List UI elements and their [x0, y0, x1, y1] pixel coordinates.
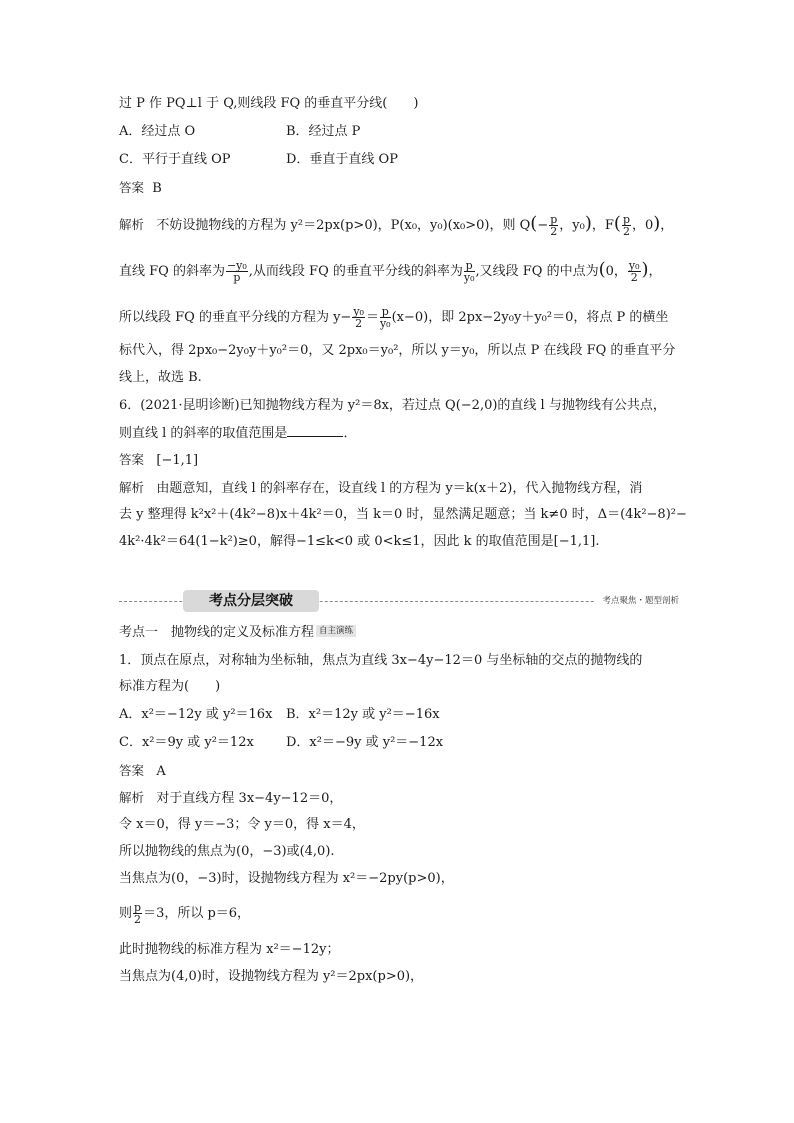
analysis-text: 由题意知，直线 l 的斜率存在，设直线 l 的方程为 y＝k(x＋2)，代入抛物线方程，消 [156, 481, 643, 496]
q6-stem-text: 则直线 l 的斜率的取值范围是 [119, 426, 288, 441]
q5-analysis-line-1: 解析 不妨设抛物线的方程为 y²＝2px(p>0)，P(x₀，y₀)(x₀>0)，则 Q(− $\frac{p}{2}$ ，y₀)，F( $\frac{p}{2}$ ，0)， [119, 213, 674, 238]
analysis-text: ， [648, 264, 662, 279]
q5-analysis-line-2: 直线 FQ 的斜率为 $\frac{\text{−y₀}}{p}$ ,从而线段 FQ 的垂直平分线的斜率为 $\frac{p}{\text{y₀}}$ ,又线段 FQ 的中点为(0， $\frac{\text{y₀}}{2}$ )， [119, 259, 662, 284]
q5-option-b: B．经过点 P [286, 124, 361, 139]
analysis-text: 对于直线方程 3x−4y−12＝0， [156, 791, 343, 806]
banner-subtitle: 考点聚焦・题型剖析 [594, 593, 679, 609]
q5-analysis-line-5: 线上，故选 B. [119, 370, 202, 385]
q1-stem-line-1: 1．顶点在原点，对称轴为坐标轴，焦点为直线 3x−4y−12＝0 与坐标轴的交点的抛物线的 [119, 653, 643, 668]
q5-answer [119, 180, 162, 197]
q6-analysis-line-3: 4k²·4k²＝64(1−k²)≥0，解得−1≤k<0 或 0<k≤1，因此 k 的取值范围是[−1,1]. [119, 534, 600, 549]
fraction: $\frac{p}{\text{y₀}}$ [379, 305, 391, 330]
answer-value: A [156, 764, 166, 779]
fraction: $\frac{p}{\text{y₀}}$ [463, 259, 475, 284]
answer-blank [287, 424, 343, 437]
fraction: $\frac{p}{2}$ [134, 901, 142, 926]
q1-analysis-line-6: 此时抛物线的标准方程为 x²＝−12y； [119, 942, 340, 957]
fraction: $\frac{\text{−y₀}}{p}$ [226, 259, 247, 284]
q6-answer [119, 452, 198, 469]
analysis-text: 所以线段 FQ 的垂直平分线的方程为 y− [119, 310, 352, 325]
q1-option-a: A．x²＝−12y 或 y²＝16x [119, 707, 273, 722]
analysis-text: ,又线段 FQ 的中点为 [475, 264, 599, 279]
q1-analysis-line-5 [119, 902, 250, 925]
q1-stem-line-2: 标准方程为( ) [119, 679, 221, 694]
q1-analysis-line-1 [119, 790, 342, 807]
q6-stem-text: ． [343, 426, 357, 441]
section-banner [119, 590, 679, 612]
analysis-label: 解析 [119, 790, 145, 805]
analysis-text: ＝3，所以 p＝6， [143, 906, 251, 921]
analysis-text: − [537, 218, 549, 233]
analysis-text: 0， [605, 264, 627, 279]
q1-option-b: B．x²＝12y 或 y²＝−16x [286, 707, 440, 722]
analysis-text: ，y₀ [559, 218, 585, 233]
q1-analysis-line-4: 当焦点为(0，−3)时，设抛物线方程为 x²＝−2py(p>0)， [119, 871, 454, 886]
q5-analysis-line-4: 标代入，得 2px₀−2y₀y＋y₀²＝0，又 2px₀＝y₀²，所以 y＝y₀，所以点 P 在线段 FQ 的垂直平分 [119, 343, 676, 358]
fraction: $\frac{\text{y₀}}{2}$ [353, 305, 364, 330]
q6-stem-line-1: 6．(2021·昆明诊断)已知抛物线方程为 y²＝8x，若过点 Q(−2,0)的直线 l 与抛物线有公共点， [119, 398, 666, 413]
analysis-text: 则 [119, 906, 133, 921]
answer-value: B [152, 181, 162, 196]
topic-tag: 自主演练 [316, 625, 356, 637]
analysis-text: 不妨设抛物线的方程为 y²＝2px(p>0)，P(x₀，y₀)(x₀>0)，则 Q [156, 218, 531, 233]
q6-analysis-line-2: 去 y 整理得 k²x²＋(4k²−8)x＋4k²＝0，当 k＝0 时，显然满足题意；当 k≠0 时，Δ＝(4k²−8)²− [119, 507, 687, 522]
analysis-text: ， [660, 218, 674, 233]
q5-stem: 过 P 作 PQ⊥l 于 Q,则线段 FQ 的垂直平分线( ) [119, 96, 419, 111]
analysis-label: 解析 [119, 480, 145, 495]
q1-answer [119, 763, 166, 780]
q1-analysis-line-2: 令 x＝0，得 y＝−3；令 y＝0，得 x＝4， [119, 817, 365, 832]
answer-label: 答案 [119, 180, 145, 195]
q1-analysis-line-7: 当焦点为(4,0)时，设抛物线方程为 y²＝2px(p>0)， [119, 969, 424, 984]
q1-option-c: C．x²＝9y 或 y²＝12x [119, 735, 254, 750]
answer-value: [−1,1] [156, 453, 199, 468]
answer-label: 答案 [119, 763, 145, 778]
fraction: $\frac{p}{2}$ [622, 213, 630, 238]
topic-heading-text: 考点一 抛物线的定义及标准方程 [119, 625, 315, 640]
q6-stem-line-2 [119, 424, 356, 442]
topic-heading [119, 625, 356, 641]
q6-analysis-line-1 [119, 480, 642, 497]
answer-label: 答案 [119, 452, 145, 467]
q5-option-a: A．经过点 O [119, 124, 196, 139]
q5-analysis-line-3 [119, 306, 668, 329]
q5-option-d: D．垂直于直线 OP [286, 152, 398, 167]
banner-title: 考点分层突破 [183, 590, 319, 612]
fraction: $\frac{p}{2}$ [550, 213, 558, 238]
analysis-text: (x−0)，即 2px−2y₀y＋y₀²＝0，将点 P 的横坐 [391, 310, 669, 325]
q5-option-c: C．平行于直线 OP [119, 152, 231, 167]
q1-option-d: D．x²＝−9y 或 y²＝−12x [286, 735, 444, 750]
analysis-text: ,从而线段 FQ 的垂直平分线的斜率为 [248, 264, 463, 279]
analysis-text: ，F [591, 218, 614, 233]
q1-analysis-line-3: 所以抛物线的焦点为(0，−3)或(4,0). [119, 844, 335, 859]
analysis-label: 解析 [119, 217, 145, 232]
analysis-text: ＝ [365, 310, 379, 325]
analysis-text: 直线 FQ 的斜率为 [119, 264, 225, 279]
analysis-text: ，0 [631, 218, 654, 233]
fraction: $\frac{\text{y₀}}{2}$ [628, 259, 640, 284]
